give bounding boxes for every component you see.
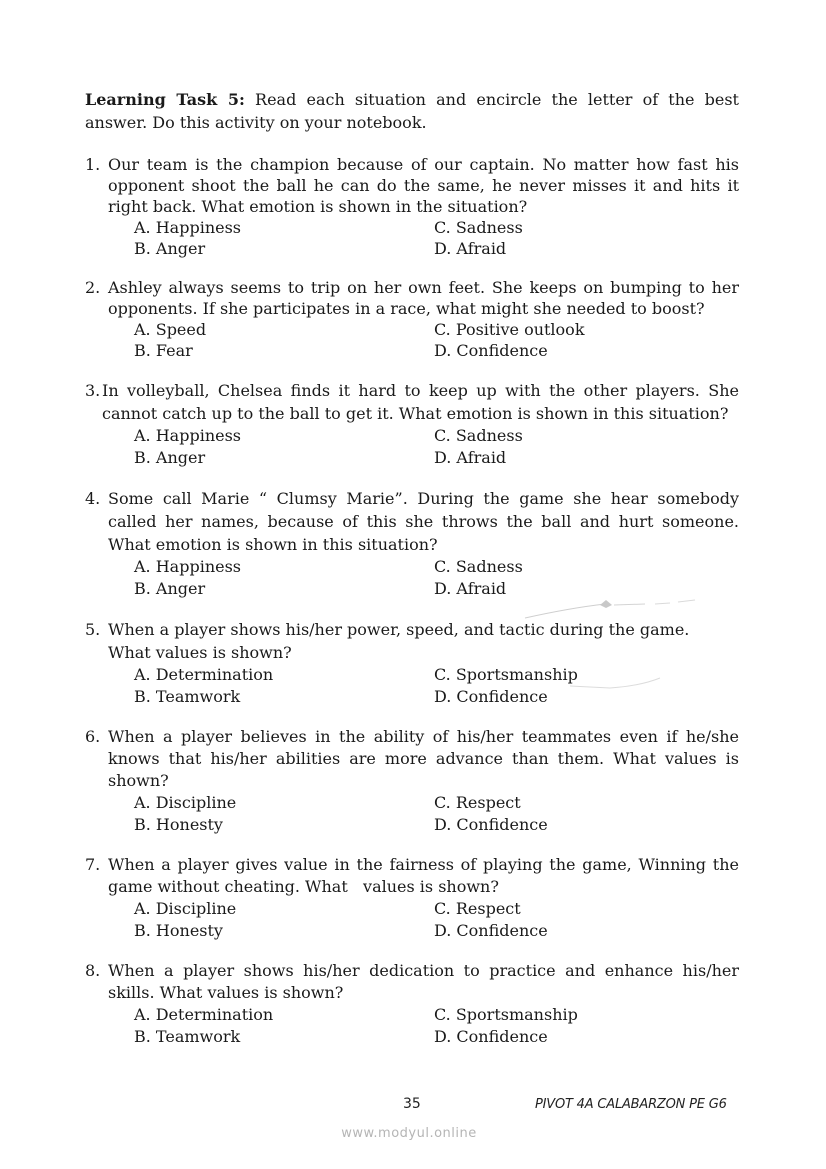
choice-d[interactable]: D. Afraid — [434, 448, 507, 467]
choice-d[interactable]: D. Confidence — [434, 921, 548, 940]
choice-a[interactable]: A. Happiness — [134, 557, 242, 576]
choice-d[interactable]: D. Afraid — [434, 579, 507, 598]
question-number: 6. — [85, 727, 101, 746]
question-number: 8. — [85, 961, 101, 980]
question-text: When a player believes in the ability of his/her teammates even if he/she knows that his/her abilities are more advance than them. What values is shown? — [108, 727, 739, 790]
choice-c[interactable]: C. Positive outlook — [434, 320, 585, 339]
task-instructions — [85, 88, 739, 134]
question-number: 4. — [85, 489, 101, 508]
question-text: Ashley always seems to trip on her own feet. She keeps on bumping to her opponents. If she participates in a race, what might she needed to boost? — [108, 278, 739, 318]
choice-a[interactable]: A. Happiness — [134, 426, 242, 445]
choice-d[interactable]: D. Confidence — [434, 341, 548, 360]
question-1 — [85, 154, 739, 259]
choice-d[interactable]: D. Confidence — [434, 687, 548, 706]
question-text: When a player gives value in the fairness of playing the game, Winning the game without cheating. What values is shown? — [108, 855, 745, 896]
choice-d[interactable]: D. Confidence — [434, 815, 548, 834]
choice-d[interactable]: D. Afraid — [434, 239, 507, 258]
answer-choices — [134, 556, 739, 600]
answer-choices — [134, 898, 739, 942]
website-watermark: www.modyul.online — [341, 1126, 477, 1141]
question-text: When a player shows his/her dedication to practice and enhance his/her skills. What values is shown? — [108, 961, 739, 1002]
answer-choices — [134, 792, 739, 836]
choice-b[interactable]: B. Honesty — [134, 921, 223, 940]
choice-b[interactable]: B. Teamwork — [134, 687, 241, 706]
question-number: 7. — [85, 855, 101, 874]
answer-choices — [134, 1004, 739, 1048]
choice-c[interactable]: C. Sportsmanship — [434, 1005, 578, 1024]
worksheet-page — [85, 88, 745, 1066]
answer-choices — [134, 319, 739, 361]
choice-c[interactable]: C. Respect — [434, 793, 521, 812]
choice-c[interactable]: C. Sportsmanship — [434, 665, 578, 684]
choice-a[interactable]: A. Speed — [134, 320, 207, 339]
choice-b[interactable]: B. Honesty — [134, 815, 223, 834]
question-8 — [85, 960, 739, 1048]
choice-c[interactable]: C. Respect — [434, 899, 521, 918]
question-text: Our team is the champion because of our captain. No matter how fast his opponent shoot the ball he can do the same, he never misses it and hits it right back. What emotion is shown in the situation? — [108, 155, 739, 216]
choice-a[interactable]: A. Discipline — [134, 899, 237, 918]
choice-c[interactable]: C. Sadness — [434, 426, 523, 445]
choice-a[interactable]: A. Discipline — [134, 793, 237, 812]
page-number: 35 — [403, 1096, 421, 1112]
answer-choices — [134, 664, 739, 708]
choice-a[interactable]: A. Determination — [134, 1005, 274, 1024]
question-5 — [85, 618, 739, 708]
page-footer — [0, 1096, 826, 1116]
question-4 — [85, 487, 739, 600]
question-3 — [85, 379, 739, 469]
choice-d[interactable]: D. Confidence — [434, 1027, 548, 1046]
answer-choices — [134, 425, 739, 469]
module-label: PIVOT 4A CALABARZON PE G6 — [535, 1097, 727, 1112]
question-number: 5. — [85, 620, 101, 639]
question-text: When a player shows his/her power, speed, and tactic during the game. What values is shown? — [108, 620, 690, 662]
question-number: 1. — [85, 155, 101, 174]
choice-b[interactable]: B. Fear — [134, 341, 193, 360]
question-number: 2. — [85, 278, 101, 297]
question-text: Some call Marie “ Clumsy Marie”. During the game she hear somebody called her names, because of this she throws the ball and hurt someone. What emotion is shown in this situation? — [108, 489, 739, 554]
task-instruction-text: Read each situation and encircle the letter of the best answer. Do this activity on your notebook. — [85, 90, 739, 132]
choice-b[interactable]: B. Anger — [134, 579, 206, 598]
answer-choices — [134, 217, 739, 259]
choice-c[interactable]: C. Sadness — [434, 557, 523, 576]
choice-c[interactable]: C. Sadness — [434, 218, 523, 237]
question-6 — [85, 726, 739, 836]
question-7 — [85, 854, 745, 942]
question-text: In volleyball, Chelsea finds it hard to keep up with the other players. She cannot catch up to the ball to get it. What emotion is shown in this situation? — [102, 381, 739, 423]
choice-b[interactable]: B. Teamwork — [134, 1027, 241, 1046]
task-title: Learning Task 5: — [85, 90, 245, 109]
question-2 — [85, 277, 739, 361]
choice-a[interactable]: A. Happiness — [134, 218, 242, 237]
choice-b[interactable]: B. Anger — [134, 448, 206, 467]
choice-a[interactable]: A. Determination — [134, 665, 274, 684]
question-number: 3. — [85, 381, 101, 400]
choice-b[interactable]: B. Anger — [134, 239, 206, 258]
